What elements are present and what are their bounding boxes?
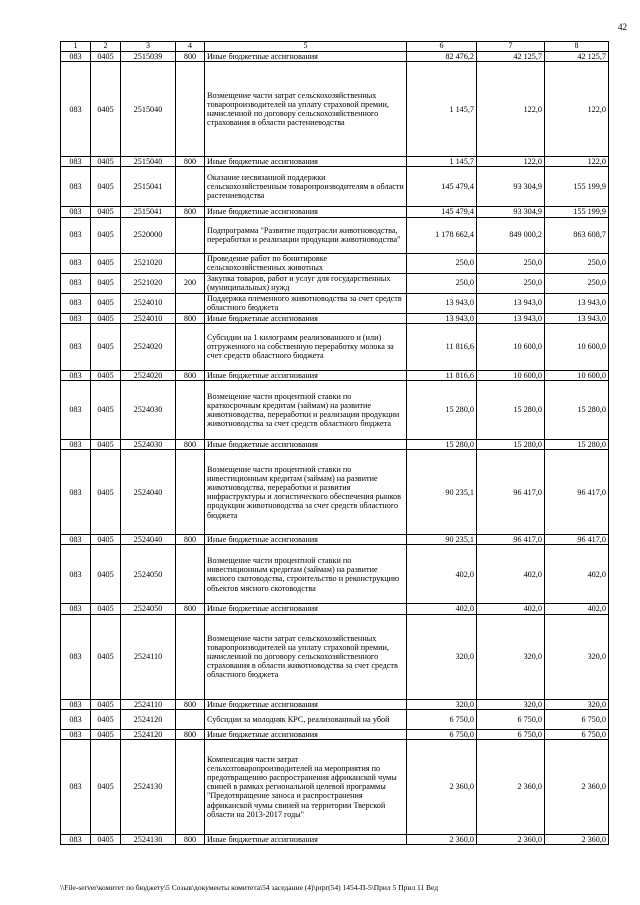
amount-col7-cell: 122,0 — [477, 62, 545, 157]
amount-col8-cell: 6 750,0 — [545, 729, 609, 739]
ministry-code-cell: 083 — [61, 217, 91, 253]
ministry-code-cell: 083 — [61, 535, 91, 545]
expense-type-cell: 800 — [176, 699, 205, 709]
column-header: 3 — [121, 42, 176, 52]
amount-col8-cell: 15 280,0 — [545, 439, 609, 449]
table-row — [61, 709, 609, 729]
column-header: 6 — [407, 42, 477, 52]
table-row — [61, 52, 609, 62]
amount-col7-cell: 250,0 — [477, 253, 545, 273]
table-row — [61, 217, 609, 253]
description-cell: Иные бюджетные ассигнования — [205, 834, 407, 844]
amount-col6-cell: 15 280,0 — [407, 439, 477, 449]
column-header: 1 — [61, 42, 91, 52]
amount-col6-cell: 15 280,0 — [407, 380, 477, 439]
amount-col8-cell: 155 199,9 — [545, 207, 609, 217]
expense-type-cell: 800 — [176, 313, 205, 323]
expense-type-cell — [176, 323, 205, 370]
amount-col6-cell: 90 235,1 — [407, 535, 477, 545]
amount-col8-cell: 96 417,0 — [545, 450, 609, 535]
section-code-cell: 0405 — [91, 439, 121, 449]
description-cell: Иные бюджетные ассигнования — [205, 729, 407, 739]
amount-col8-cell: 250,0 — [545, 253, 609, 273]
table-row — [61, 614, 609, 699]
description-cell: Компенсация части затрат сельхозтоваропроизводителей на мероприятия по предотвращению распространения африканской чумы свиней в рамках региональной целевой программы "Предотвращение заноса и распространения африканской чумы свиней на территории Тверской области на 2013-2017 годы" — [205, 739, 407, 834]
section-code-cell: 0405 — [91, 207, 121, 217]
expense-type-cell — [176, 167, 205, 207]
expense-type-cell — [176, 614, 205, 699]
amount-col8-cell: 2 360,0 — [545, 834, 609, 844]
section-code-cell: 0405 — [91, 323, 121, 370]
table-row — [61, 253, 609, 273]
amount-col6-cell: 13 943,0 — [407, 313, 477, 323]
amount-col8-cell: 13 943,0 — [545, 313, 609, 323]
ministry-code-cell: 083 — [61, 253, 91, 273]
table-row — [61, 545, 609, 604]
description-cell: Иные бюджетные ассигнования — [205, 207, 407, 217]
amount-col7-cell: 93 304,9 — [477, 207, 545, 217]
target-article-cell: 2524030 — [121, 439, 176, 449]
amount-col6-cell: 1 145,7 — [407, 157, 477, 167]
description-cell: Возмещение части процентной ставки по инвестиционным кредитам (займам) на развитие мясного скотоводства, строительство и реконструкцию объектов мясного скотоводства — [205, 545, 407, 604]
section-code-cell: 0405 — [91, 699, 121, 709]
amount-col8-cell: 320,0 — [545, 699, 609, 709]
amount-col8-cell: 320,0 — [545, 614, 609, 699]
target-article-cell: 2524120 — [121, 709, 176, 729]
table-row — [61, 450, 609, 535]
section-code-cell: 0405 — [91, 739, 121, 834]
target-article-cell: 2524120 — [121, 729, 176, 739]
header-row — [61, 42, 609, 52]
ministry-code-cell: 083 — [61, 313, 91, 323]
amount-col7-cell: 15 280,0 — [477, 439, 545, 449]
expense-type-cell: 800 — [176, 370, 205, 380]
section-code-cell: 0405 — [91, 52, 121, 62]
description-cell: Иные бюджетные ассигнования — [205, 535, 407, 545]
section-code-cell: 0405 — [91, 709, 121, 729]
table-row — [61, 699, 609, 709]
target-article-cell: 2521020 — [121, 273, 176, 293]
ministry-code-cell: 083 — [61, 52, 91, 62]
column-header: 4 — [176, 42, 205, 52]
amount-col8-cell: 122,0 — [545, 157, 609, 167]
ministry-code-cell: 083 — [61, 273, 91, 293]
amount-col6-cell: 90 235,1 — [407, 450, 477, 535]
ministry-code-cell: 083 — [61, 380, 91, 439]
target-article-cell: 2515041 — [121, 167, 176, 207]
section-code-cell: 0405 — [91, 535, 121, 545]
table-row — [61, 370, 609, 380]
amount-col7-cell: 10 600,0 — [477, 323, 545, 370]
amount-col6-cell: 2 360,0 — [407, 739, 477, 834]
table-row — [61, 62, 609, 157]
amount-col8-cell: 863 608,7 — [545, 217, 609, 253]
section-code-cell: 0405 — [91, 157, 121, 167]
ministry-code-cell: 083 — [61, 614, 91, 699]
ministry-code-cell: 083 — [61, 729, 91, 739]
ministry-code-cell: 083 — [61, 293, 91, 313]
column-header: 5 — [205, 42, 407, 52]
section-code-cell: 0405 — [91, 614, 121, 699]
description-cell: Субсидии на 1 килограмм реализованного и (или) отгруженного на собственную переработку молока за счет средств областного бюджета — [205, 323, 407, 370]
amount-col6-cell: 11 816,6 — [407, 370, 477, 380]
table-row — [61, 273, 609, 293]
target-article-cell: 2515039 — [121, 52, 176, 62]
table-row — [61, 729, 609, 739]
amount-col6-cell: 320,0 — [407, 614, 477, 699]
amount-col8-cell: 155 199,9 — [545, 167, 609, 207]
description-cell: Возмещение части процентной ставки по инвестиционным кредитам (займам) на развитие животноводства, переработки и развития инфраструктуры и логистического обеспечения рынков продукции животноводства за счет средств областного бюджета — [205, 450, 407, 535]
amount-col8-cell: 2 360,0 — [545, 739, 609, 834]
target-article-cell: 2524110 — [121, 699, 176, 709]
table-row — [61, 167, 609, 207]
column-header: 8 — [545, 42, 609, 52]
expense-type-cell: 800 — [176, 535, 205, 545]
amount-col7-cell: 402,0 — [477, 545, 545, 604]
amount-col8-cell: 402,0 — [545, 604, 609, 614]
expense-type-cell — [176, 545, 205, 604]
description-cell: Иные бюджетные ассигнования — [205, 370, 407, 380]
amount-col8-cell: 10 600,0 — [545, 370, 609, 380]
table-row — [61, 323, 609, 370]
amount-col7-cell: 402,0 — [477, 604, 545, 614]
amount-col8-cell: 122,0 — [545, 62, 609, 157]
amount-col6-cell: 6 750,0 — [407, 709, 477, 729]
description-cell: Возмещение части процентной ставки по краткосрочным кредитам (займам) на развитие животноводства, переработки и реализации продукции животноводства за счет средств областного бюджета — [205, 380, 407, 439]
amount-col8-cell: 10 600,0 — [545, 323, 609, 370]
budget-table — [60, 41, 609, 845]
table-row — [61, 380, 609, 439]
amount-col8-cell: 15 280,0 — [545, 380, 609, 439]
description-cell: Проведение работ по бонитировке сельскохозяйственных животных — [205, 253, 407, 273]
amount-col7-cell: 13 943,0 — [477, 313, 545, 323]
target-article-cell: 2524040 — [121, 450, 176, 535]
ministry-code-cell: 083 — [61, 439, 91, 449]
ministry-code-cell: 083 — [61, 370, 91, 380]
section-code-cell: 0405 — [91, 293, 121, 313]
table-row — [61, 439, 609, 449]
description-cell: Иные бюджетные ассигнования — [205, 313, 407, 323]
section-code-cell: 0405 — [91, 273, 121, 293]
amount-col7-cell: 320,0 — [477, 614, 545, 699]
amount-col6-cell: 250,0 — [407, 253, 477, 273]
amount-col6-cell: 13 943,0 — [407, 293, 477, 313]
description-cell: Субсидии за молодняк КРС, реализованный на убой — [205, 709, 407, 729]
ministry-code-cell: 083 — [61, 62, 91, 157]
section-code-cell: 0405 — [91, 834, 121, 844]
target-article-cell: 2515040 — [121, 62, 176, 157]
amount-col6-cell: 145 479,4 — [407, 167, 477, 207]
amount-col7-cell: 93 304,9 — [477, 167, 545, 207]
amount-col7-cell: 42 125,7 — [477, 52, 545, 62]
expense-type-cell: 800 — [176, 729, 205, 739]
target-article-cell: 2524010 — [121, 293, 176, 313]
expense-type-cell — [176, 739, 205, 834]
column-header: 7 — [477, 42, 545, 52]
table-row — [61, 293, 609, 313]
ministry-code-cell: 083 — [61, 157, 91, 167]
amount-col6-cell: 402,0 — [407, 545, 477, 604]
file-path-footer: \\File-server\комитет по бюджету\5 Созыв\документы комитета\54 заседание (4)\prpr(54) 1454-П-5\Прил 5 Прил 11 Вед — [60, 883, 439, 892]
expense-type-cell — [176, 709, 205, 729]
ministry-code-cell: 083 — [61, 450, 91, 535]
description-cell: Возмещение части затрат сельскохозяйственных товаропроизводителей на уплату страховой премии, начисленной по договору сельскохозяйственного страхования в области растениеводства — [205, 62, 407, 157]
page-number: 42 — [618, 22, 627, 32]
target-article-cell: 2521020 — [121, 253, 176, 273]
ministry-code-cell: 083 — [61, 604, 91, 614]
table-row — [61, 739, 609, 834]
ministry-code-cell: 083 — [61, 545, 91, 604]
table-row — [61, 313, 609, 323]
amount-col8-cell: 42 125,7 — [545, 52, 609, 62]
section-code-cell: 0405 — [91, 167, 121, 207]
section-code-cell: 0405 — [91, 62, 121, 157]
amount-col7-cell: 2 360,0 — [477, 834, 545, 844]
target-article-cell: 2524050 — [121, 604, 176, 614]
description-cell: Закупка товаров, работ и услуг для государственных (муниципальных) нужд — [205, 273, 407, 293]
amount-col7-cell: 15 280,0 — [477, 380, 545, 439]
description-cell: Иные бюджетные ассигнования — [205, 157, 407, 167]
amount-col8-cell: 402,0 — [545, 545, 609, 604]
target-article-cell: 2520000 — [121, 217, 176, 253]
section-code-cell: 0405 — [91, 450, 121, 535]
amount-col6-cell: 320,0 — [407, 699, 477, 709]
description-cell: Иные бюджетные ассигнования — [205, 439, 407, 449]
expense-type-cell — [176, 217, 205, 253]
amount-col8-cell: 96 417,0 — [545, 535, 609, 545]
amount-col6-cell: 402,0 — [407, 604, 477, 614]
target-article-cell: 2524010 — [121, 313, 176, 323]
target-article-cell: 2524040 — [121, 535, 176, 545]
ministry-code-cell: 083 — [61, 323, 91, 370]
ministry-code-cell: 083 — [61, 709, 91, 729]
expense-type-cell: 800 — [176, 439, 205, 449]
description-cell: Иные бюджетные ассигнования — [205, 699, 407, 709]
ministry-code-cell: 083 — [61, 834, 91, 844]
target-article-cell: 2524020 — [121, 370, 176, 380]
expense-type-cell — [176, 450, 205, 535]
section-code-cell: 0405 — [91, 729, 121, 739]
expense-type-cell: 800 — [176, 157, 205, 167]
amount-col6-cell: 1 178 662,4 — [407, 217, 477, 253]
target-article-cell: 2524130 — [121, 834, 176, 844]
target-article-cell: 2515040 — [121, 157, 176, 167]
ministry-code-cell: 083 — [61, 207, 91, 217]
expense-type-cell: 800 — [176, 834, 205, 844]
amount-col7-cell: 849 000,2 — [477, 217, 545, 253]
section-code-cell: 0405 — [91, 370, 121, 380]
expense-type-cell: 200 — [176, 273, 205, 293]
amount-col6-cell: 2 360,0 — [407, 834, 477, 844]
section-code-cell: 0405 — [91, 545, 121, 604]
amount-col6-cell: 11 816,6 — [407, 323, 477, 370]
ministry-code-cell: 083 — [61, 699, 91, 709]
amount-col8-cell: 250,0 — [545, 273, 609, 293]
description-cell: Иные бюджетные ассигнования — [205, 604, 407, 614]
expense-type-cell: 800 — [176, 207, 205, 217]
amount-col7-cell: 2 360,0 — [477, 739, 545, 834]
expense-type-cell — [176, 253, 205, 273]
target-article-cell: 2524130 — [121, 739, 176, 834]
amount-col6-cell: 250,0 — [407, 273, 477, 293]
expense-type-cell — [176, 380, 205, 439]
amount-col6-cell: 82 476,2 — [407, 52, 477, 62]
amount-col6-cell: 145 479,4 — [407, 207, 477, 217]
table-row — [61, 207, 609, 217]
target-article-cell: 2524020 — [121, 323, 176, 370]
table-row — [61, 604, 609, 614]
expense-type-cell — [176, 293, 205, 313]
description-cell: Возмещение части затрат сельскохозяйственных товаропроизводителей на уплату страховой премии, начисленной по договору сельскохозяйственного страхования в области животноводства за счет средств областного бюджета — [205, 614, 407, 699]
description-cell: Иные бюджетные ассигнования — [205, 52, 407, 62]
amount-col8-cell: 6 750,0 — [545, 709, 609, 729]
ministry-code-cell: 083 — [61, 167, 91, 207]
target-article-cell: 2524050 — [121, 545, 176, 604]
amount-col6-cell: 6 750,0 — [407, 729, 477, 739]
table-row — [61, 834, 609, 844]
table-row — [61, 535, 609, 545]
target-article-cell: 2524030 — [121, 380, 176, 439]
amount-col7-cell: 13 943,0 — [477, 293, 545, 313]
section-code-cell: 0405 — [91, 604, 121, 614]
expense-type-cell: 800 — [176, 604, 205, 614]
amount-col7-cell: 10 600,0 — [477, 370, 545, 380]
expense-type-cell — [176, 62, 205, 157]
description-cell: Поддержка племенного животноводства за счет средств областного бюджета — [205, 293, 407, 313]
section-code-cell: 0405 — [91, 253, 121, 273]
ministry-code-cell: 083 — [61, 739, 91, 834]
amount-col7-cell: 6 750,0 — [477, 729, 545, 739]
amount-col7-cell: 250,0 — [477, 273, 545, 293]
amount-col6-cell: 1 145,7 — [407, 62, 477, 157]
section-code-cell: 0405 — [91, 313, 121, 323]
amount-col7-cell: 96 417,0 — [477, 450, 545, 535]
amount-col7-cell: 96 417,0 — [477, 535, 545, 545]
amount-col7-cell: 320,0 — [477, 699, 545, 709]
description-cell: Подпрограмма "Развитие подотрасли животноводства, переработки и реализации продукции животноводства" — [205, 217, 407, 253]
target-article-cell: 2524110 — [121, 614, 176, 699]
section-code-cell: 0405 — [91, 380, 121, 439]
amount-col8-cell: 13 943,0 — [545, 293, 609, 313]
description-cell: Оказание несвязанной поддержки сельскохозяйственным товаропроизводителям в области растениеводства — [205, 167, 407, 207]
table-row — [61, 157, 609, 167]
section-code-cell: 0405 — [91, 217, 121, 253]
target-article-cell: 2515041 — [121, 207, 176, 217]
expense-type-cell: 800 — [176, 52, 205, 62]
amount-col7-cell: 122,0 — [477, 157, 545, 167]
amount-col7-cell: 6 750,0 — [477, 709, 545, 729]
column-header: 2 — [91, 42, 121, 52]
